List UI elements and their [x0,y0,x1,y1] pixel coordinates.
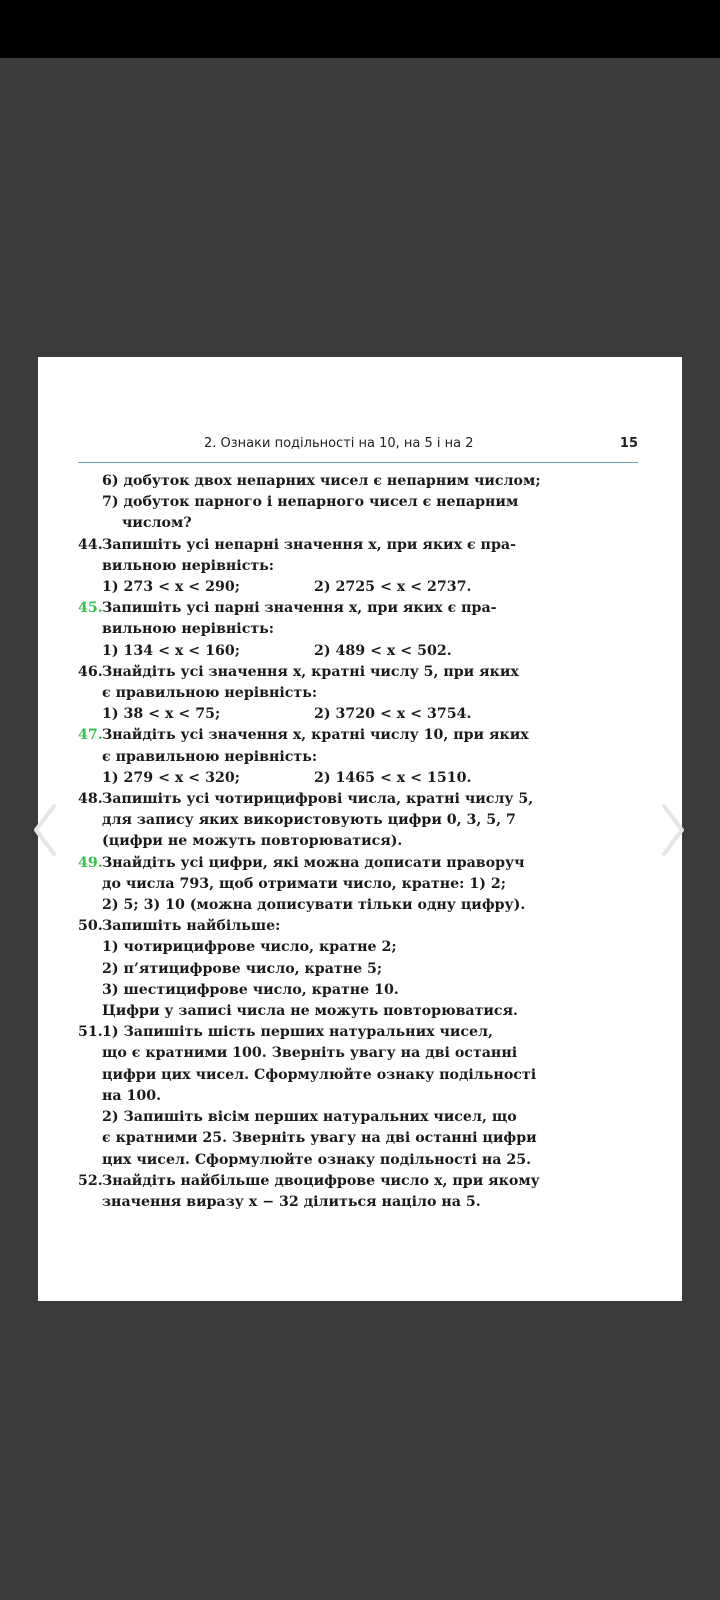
option-1: 1) 134 < x < 160; [102,642,240,659]
answer-options [78,577,638,598]
page-header [78,430,638,463]
exercise-list [78,471,638,1213]
text-line: що є кратними 100. Зверніть увагу на дві останні [102,1045,518,1062]
text-line: є кратними 25. Зверніть увагу на дві останні цифри [102,1130,537,1147]
chevron-right-icon [658,800,688,860]
text-line: для запису яких використовують цифри 0, 3, 5, 7 [102,812,516,829]
exercise-48 [78,789,638,810]
page-number: 15 [619,436,638,451]
option-2: 2) 2725 < x < 2737. [314,579,472,596]
text-line: Знайдіть усі значення x, кратні числу 5, при яких [102,663,519,680]
status-bar [0,0,720,58]
answer-options [78,704,638,725]
exercise-number: 47. [78,727,103,744]
text-line: (цифри не можуть повторюватися). [102,833,403,850]
text-line: Запишіть усі чотирицифрові числа, кратні числу 5, [102,791,534,808]
exercise-52 [78,1171,638,1192]
text-line: цифри цих чисел. Сформулюйте ознаку подільності [102,1066,537,1083]
exercise-number: 45. [78,600,103,617]
option-1: 1) 273 < x < 290; [102,579,240,596]
exercise-number: 48. [78,791,103,808]
text-line: до числа 793, щоб отримати число, кратне: 1) 2; [102,875,506,892]
text-line: 1) Запишіть шість перших натуральних чисел, [102,1024,494,1041]
text-line: 7) добуток парного і непарного чисел є непарним [102,494,519,511]
text-line: цих чисел. Сформулюйте ознаку подільності на 25. [102,1151,532,1168]
option-2: 2) 1465 < x < 1510. [314,769,472,786]
exercise-44 [78,535,638,556]
prev-image-button[interactable] [30,800,60,860]
text-line: 2) Запишіть вісім перших натуральних чисел, що [102,1109,517,1126]
text-line: числом? [122,515,192,532]
option-2: 2) 489 < x < 502. [314,642,452,659]
text-line: вильною нерівність: [102,621,274,638]
exercise-51 [78,1022,638,1043]
text-line: Знайдіть найбільше двоцифрове число x, при якому [102,1172,540,1189]
exercise-number: 52. [78,1172,103,1189]
text-line: Знайдіть усі цифри, які можна дописати праворуч [102,854,525,871]
text-line: на 100. [102,1087,162,1104]
answer-options [78,641,638,662]
book-page[interactable] [38,357,682,1301]
text-line: 2) 5; 3) 10 (можна дописувати тільки одну цифру). [102,897,526,914]
exercise-45 [78,598,638,619]
exercise-50 [78,916,638,937]
text-line: 6) добуток двох непарних чисел є непарним числом; [102,473,541,489]
text-line: Знайдіть усі значення x, кратні числу 10, при яких [102,727,529,744]
exercise-number: 50. [78,918,103,935]
exercise-number: 51. [78,1024,103,1041]
text-line: Запишіть усі непарні значення x, при яких є пра- [102,536,516,553]
text-line: 2) п’ятицифрове число, кратне 5; [102,960,383,977]
exercise-47 [78,725,638,746]
exercise-number: 44. [78,536,103,553]
answer-options [78,768,638,789]
text-line: є правильною нерівність: [102,748,318,765]
text-line: Запишіть усі парні значення x, при яких є пра- [102,600,497,617]
text-line: Запишіть найбільше: [102,918,281,935]
exercise-46 [78,662,638,683]
next-image-button[interactable] [658,800,688,860]
exercise-49 [78,853,638,874]
option-2: 2) 3720 < x < 3754. [314,706,472,723]
text-line: Цифри у записі числа не можуть повторюватися. [102,1003,518,1020]
option-1: 1) 38 < x < 75; [102,706,221,723]
text-line: 1) чотирицифрове число, кратне 2; [102,939,397,956]
text-line: 3) шестицифрове число, кратне 10. [102,981,399,998]
text-line: значення виразу x − 32 ділиться націло на 5. [102,1193,481,1210]
exercise-number: 49. [78,854,103,871]
exercise-number: 46. [78,663,103,680]
text-line: є правильною нерівність: [102,685,318,702]
chevron-left-icon [30,800,60,860]
chapter-title: 2. Ознаки подільності на 10, на 5 і на 2 [204,436,474,451]
option-1: 1) 279 < x < 320; [102,769,240,786]
text-line: вильною нерівність: [102,557,274,574]
